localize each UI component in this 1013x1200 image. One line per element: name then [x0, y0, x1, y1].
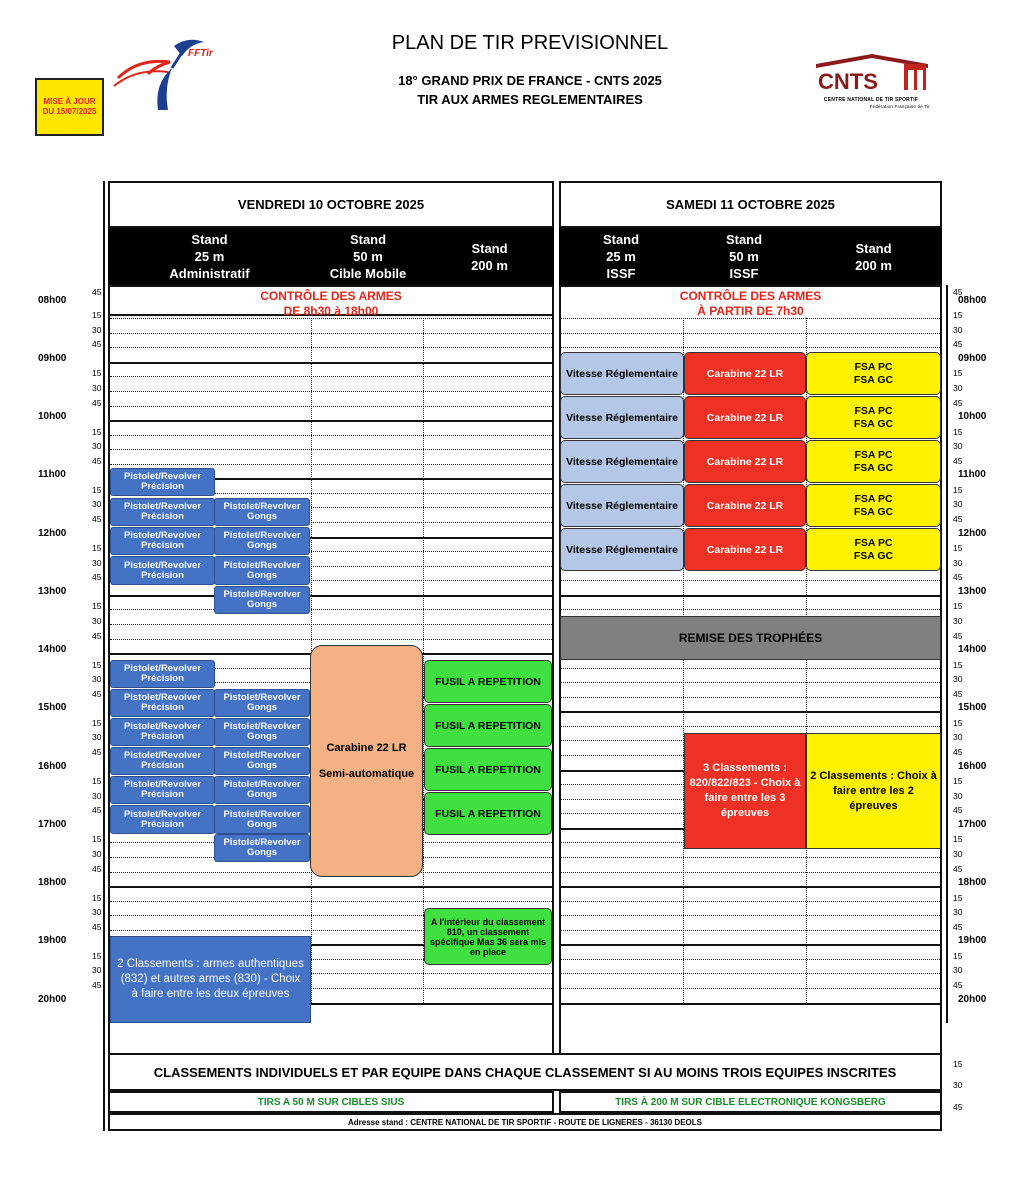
event-remise-trophees: REMISE DES TROPHÉES — [560, 616, 941, 660]
weapons-control-friday — [110, 286, 552, 322]
time-quarter-label: 15 — [953, 543, 963, 554]
time-quarter-label: 45 — [92, 863, 102, 874]
time-quarter-label: 30 — [953, 499, 963, 510]
stand-header-25m-admin: Stand 25 m Administratif — [169, 232, 250, 281]
time-quarter-label: 45 — [92, 805, 102, 816]
grid-line — [561, 711, 940, 713]
time-quarter-label: 15 — [92, 426, 102, 437]
time-quarter-label: 30 — [953, 732, 963, 743]
badge-line-1: MISE À JOUR — [43, 97, 96, 106]
cnts-logo — [812, 52, 930, 108]
time-quarter-label: 15 — [953, 892, 963, 903]
event-pr-gongs: Pistolet/Revolver Gongs — [214, 747, 310, 775]
event-vitesse-reglementaire: Vitesse Réglementaire — [560, 352, 684, 395]
time-quarter-label: 45 — [92, 688, 102, 699]
time-quarter-label: 30 — [953, 848, 963, 859]
grid-line — [561, 872, 940, 873]
time-quarter-label: 30 — [92, 382, 102, 393]
grid-line — [561, 944, 940, 946]
time-hour-label: 17h00 — [38, 818, 67, 830]
page-subtitle-1: 18° GRAND PRIX DE FRANCE - CNTS 2025 — [398, 73, 662, 88]
grid-line — [561, 347, 940, 348]
event-pr-gongs: Pistolet/Revolver Gongs — [214, 498, 310, 526]
event-pr-precision: Pistolet/Revolver Précision — [110, 689, 215, 717]
time-quarter-label: 30 — [92, 848, 102, 859]
event-pr-gongs: Pistolet/Revolver Gongs — [214, 776, 310, 804]
event-vitesse-reglementaire: Vitesse Réglementaire — [560, 484, 684, 527]
time-quarter-label: 15 — [953, 659, 963, 670]
time-quarter-label: 45 — [953, 747, 963, 757]
time-hour-label: 18h00 — [38, 877, 67, 889]
time-quarter-label: 45 — [92, 630, 102, 641]
time-quarter-label: 30 — [953, 965, 963, 976]
cnts-logo-subtitle: CENTRE NATIONAL DE TIR SPORTIF — [823, 97, 919, 103]
time-quarter-label: 30 — [953, 557, 963, 568]
time-quarter-label: 30 — [92, 499, 102, 510]
grid-line — [561, 697, 940, 698]
time-quarter-label: 15 — [953, 950, 963, 961]
grid-line — [110, 420, 552, 422]
time-quarter-label: 45 — [953, 688, 963, 699]
event-pr-precision: Pistolet/Revolver Précision — [110, 498, 215, 526]
time-hour-label: 08h00 — [958, 294, 987, 306]
time-quarter-label: 30 — [92, 674, 102, 685]
grid-line — [110, 595, 552, 597]
time-hour-label: 19h00 — [958, 935, 987, 947]
time-quarter-label: 15 — [953, 310, 963, 321]
grid-line — [110, 901, 552, 902]
weapons-control-saturday-line2: À PARTIR DE 7h30 — [697, 304, 804, 318]
grid-line — [561, 886, 940, 888]
time-hour-label: 12h00 — [958, 527, 987, 539]
time-quarter-label: 45 — [92, 921, 102, 932]
weapons-control-saturday — [561, 286, 940, 322]
time-quarter-label: 15 — [953, 776, 963, 787]
grid-line — [110, 624, 552, 625]
event-carabine-22lr: Carabine 22 LR — [684, 396, 806, 439]
event-vitesse-reglementaire: Vitesse Réglementaire — [560, 528, 684, 571]
time-hour-label: 20h00 — [38, 993, 67, 1005]
event-classements-3: 3 Classements : 820/822/823 - Choix à faire entre les 3 épreuves — [684, 733, 806, 849]
footer-tick: 45 — [953, 1102, 963, 1112]
time-quarter-label: 45 — [92, 980, 102, 990]
time-quarter-label: 15 — [92, 834, 102, 845]
grid-line — [561, 959, 940, 960]
stand-header-50m-issf: Stand 50 m ISSF — [725, 232, 763, 281]
time-quarter-label: 30 — [92, 615, 102, 626]
time-quarter-label: 45 — [953, 339, 963, 350]
event-fsa: FSA PC FSA GC — [806, 396, 941, 439]
time-quarter-label: 45 — [92, 514, 102, 524]
time-quarter-label: 15 — [92, 717, 102, 728]
time-quarter-label: 45 — [92, 397, 102, 408]
time-quarter-label: 45 — [953, 863, 963, 874]
stands-header-friday — [108, 228, 554, 285]
event-pr-gongs: Pistolet/Revolver Gongs — [214, 586, 310, 614]
time-quarter-label: 45 — [92, 287, 102, 297]
event-pr-gongs: Pistolet/Revolver Gongs — [214, 689, 310, 717]
grid-line — [110, 639, 552, 640]
event-pr-precision: Pistolet/Revolver Précision — [110, 805, 215, 834]
footer-address: Adresse stand : CENTRE NATIONAL DE TIR SPORTIF - ROUTE DE LIGNERES - 36130 DEOLS — [108, 1113, 942, 1131]
time-quarter-label: 15 — [92, 601, 102, 612]
time-quarter-label: 45 — [953, 572, 963, 583]
event-carabine-22lr: Carabine 22 LR — [684, 528, 806, 571]
event-fusil-note-mas36: A l'intérieur du classement 810, un classement spécifique Mas 36 sera mis en place — [424, 908, 552, 965]
cnts-logo-text: CNTS — [818, 69, 878, 94]
event-pr-gongs: Pistolet/Revolver Gongs — [214, 805, 310, 834]
time-quarter-label: 15 — [953, 484, 963, 495]
stand-header-200m-sat: Stand 200 m — [855, 240, 892, 273]
time-quarter-label: 15 — [92, 310, 102, 321]
footer-tirs-50m: TIRS A 50 M SUR CIBLES SIUS — [108, 1091, 554, 1113]
event-pr-precision: Pistolet/Revolver Précision — [110, 660, 215, 688]
event-pr-gongs: Pistolet/Revolver Gongs — [214, 718, 310, 746]
grid-line — [561, 973, 940, 974]
update-badge — [35, 78, 104, 136]
time-quarter-label: 15 — [953, 601, 963, 612]
time-quarter-label: 15 — [92, 950, 102, 961]
event-classements-2: 2 Classements : Choix à faire entre les 2 épreuves — [806, 733, 941, 849]
column-divider — [423, 318, 424, 1002]
event-carabine-22lr: Carabine 22 LR — [684, 484, 806, 527]
time-quarter-label: 45 — [953, 287, 963, 297]
time-hour-label: 10h00 — [958, 411, 987, 423]
time-quarter-label: 15 — [92, 368, 102, 379]
event-fusil-repetition: FUSIL A REPETITION — [424, 660, 552, 703]
fftir-logo-text: FFTir — [188, 48, 213, 59]
time-hour-label: 16h00 — [38, 760, 67, 772]
grid-line — [561, 901, 940, 902]
time-quarter-label: 30 — [953, 382, 963, 393]
grid-line — [561, 915, 940, 916]
time-quarter-label: 15 — [953, 368, 963, 379]
footer-classements: CLASSEMENTS INDIVIDUELS ET PAR EQUIPE DANS CHAQUE CLASSEMENT SI AU MOINS TROIS EQUIPES INSCRITES — [108, 1053, 942, 1091]
time-quarter-label: 45 — [953, 980, 963, 990]
grid-line — [110, 406, 552, 407]
time-quarter-label: 45 — [953, 455, 963, 466]
grid-line — [561, 595, 940, 597]
footer-tick: 15 — [953, 1059, 963, 1069]
event-vitesse-reglementaire: Vitesse Réglementaire — [560, 396, 684, 439]
event-pr-precision: Pistolet/Revolver Précision — [110, 718, 215, 746]
time-hour-label: 12h00 — [38, 527, 67, 539]
time-hour-label: 16h00 — [958, 760, 987, 772]
event-pr-precision: Pistolet/Revolver Précision — [110, 556, 215, 585]
time-hour-label: 14h00 — [958, 644, 987, 656]
time-quarter-label: 15 — [953, 717, 963, 728]
time-quarter-label: 30 — [92, 732, 102, 743]
day-header-friday: VENDREDI 10 OCTOBRE 2025 — [108, 181, 554, 228]
cnts-logo-subtitle-2: Fédération Française de Tir — [869, 104, 930, 109]
time-quarter-label: 30 — [92, 441, 102, 452]
time-quarter-label: 15 — [92, 776, 102, 787]
time-quarter-label: 45 — [92, 455, 102, 466]
time-hour-label: 11h00 — [38, 469, 66, 481]
page-title: PLAN DE TIR PREVISIONNEL — [391, 32, 669, 54]
grid-line — [110, 435, 552, 436]
stand-header-200m-fri: Stand 200 m — [471, 240, 508, 273]
grid-line — [110, 347, 552, 348]
time-quarter-label: 45 — [953, 921, 963, 932]
event-fsa: FSA PC FSA GC — [806, 484, 941, 527]
grid-line — [110, 362, 552, 364]
time-quarter-label: 30 — [953, 441, 963, 452]
stands-header-saturday — [559, 228, 942, 285]
grid-line — [110, 333, 552, 334]
stand-header-25m-issf: Stand 25 m ISSF — [602, 232, 640, 281]
grid-line — [561, 726, 940, 727]
time-quarter-label: 30 — [92, 324, 102, 335]
time-hour-label: 18h00 — [958, 877, 987, 889]
grid-line — [561, 333, 940, 334]
time-hour-label: 13h00 — [958, 585, 987, 597]
event-classements-vendredi: 2 Classements : armes authentiques (832) et autres armes (830) - Choix à faire entre les deux épreuves — [110, 936, 311, 1023]
weapons-control-friday-line2: DE 8h30 à 18h00 — [283, 304, 379, 318]
grid-line — [561, 988, 940, 989]
grid-line — [561, 668, 940, 669]
time-hour-label: 09h00 — [38, 352, 67, 364]
time-quarter-label: 30 — [953, 907, 963, 918]
fftir-logo — [108, 34, 226, 119]
time-quarter-label: 30 — [92, 907, 102, 918]
time-hour-label: 15h00 — [958, 702, 987, 714]
grid-line — [561, 857, 940, 858]
event-pr-gongs: Pistolet/Revolver Gongs — [214, 556, 310, 585]
time-quarter-label: 15 — [92, 892, 102, 903]
weapons-control-saturday-line1: CONTRÔLE DES ARMES — [679, 289, 822, 303]
page-subtitle-2: TIR AUX ARMES REGLEMENTAIRES — [417, 92, 643, 107]
weapons-control-friday-line1: CONTRÔLE DES ARMES — [260, 289, 402, 303]
footer-tick: 30 — [953, 1080, 963, 1090]
time-quarter-label: 45 — [953, 397, 963, 408]
time-quarter-label: 45 — [92, 747, 102, 757]
time-quarter-label: 45 — [953, 514, 963, 524]
event-fsa: FSA PC FSA GC — [806, 528, 941, 571]
footer-tirs-200m: TIRS À 200 M SUR CIBLE ELECTRONIQUE KONGSBERG — [559, 1091, 942, 1113]
time-quarter-label: 15 — [953, 426, 963, 437]
time-quarter-label: 15 — [953, 834, 963, 845]
event-fsa: FSA PC FSA GC — [806, 440, 941, 483]
grid-line — [110, 391, 552, 392]
grid-line — [110, 449, 552, 450]
event-pr-precision: Pistolet/Revolver Précision — [110, 747, 215, 775]
time-quarter-label: 45 — [953, 805, 963, 816]
event-carabine-22lr: Carabine 22 LR — [684, 352, 806, 395]
time-quarter-label: 45 — [92, 572, 102, 583]
event-pr-gongs: Pistolet/Revolver Gongs — [214, 834, 310, 862]
time-hour-label: 20h00 — [958, 993, 987, 1005]
time-quarter-label: 45 — [953, 630, 963, 641]
time-hour-label: 14h00 — [38, 644, 67, 656]
event-carabine-semi-auto: Carabine 22 LR Semi-automatique — [310, 645, 423, 877]
grid-line — [110, 464, 552, 465]
event-fusil-repetition: FUSIL A REPETITION — [424, 792, 552, 835]
event-fusil-repetition: FUSIL A REPETITION — [424, 704, 552, 747]
time-quarter-label: 30 — [92, 965, 102, 976]
event-fusil-repetition: FUSIL A REPETITION — [424, 748, 552, 791]
time-quarter-label: 15 — [92, 659, 102, 670]
event-pr-precision: Pistolet/Revolver Précision — [110, 468, 215, 496]
time-quarter-label: 30 — [953, 324, 963, 335]
event-fsa: FSA PC FSA GC — [806, 352, 941, 395]
time-quarter-label: 15 — [92, 543, 102, 554]
grid-border — [552, 181, 554, 1053]
grid-line — [561, 609, 940, 610]
time-quarter-label: 45 — [92, 339, 102, 350]
time-hour-label: 10h00 — [38, 411, 67, 423]
time-quarter-label: 30 — [953, 790, 963, 801]
grid-line — [110, 609, 552, 610]
time-quarter-label: 30 — [92, 790, 102, 801]
time-hour-label: 11h00 — [958, 469, 986, 481]
grid-line — [561, 682, 940, 683]
stand-header-50m-mobile: Stand 50 m Cible Mobile — [329, 232, 407, 281]
grid-line — [561, 930, 940, 931]
grid-line — [110, 886, 552, 888]
grid-line — [561, 580, 940, 581]
time-hour-label: 17h00 — [958, 818, 987, 830]
time-hour-label: 08h00 — [38, 294, 67, 306]
time-quarter-label: 15 — [92, 484, 102, 495]
time-quarter-label: 30 — [92, 557, 102, 568]
event-pr-precision: Pistolet/Revolver Précision — [110, 776, 215, 804]
grid-line — [559, 1003, 942, 1005]
event-carabine-22lr: Carabine 22 LR — [684, 440, 806, 483]
day-header-saturday: SAMEDI 11 OCTOBRE 2025 — [559, 181, 942, 228]
time-quarter-label: 30 — [953, 615, 963, 626]
time-hour-label: 19h00 — [38, 935, 67, 947]
time-hour-label: 13h00 — [38, 585, 67, 597]
time-hour-label: 09h00 — [958, 352, 987, 364]
event-pr-precision: Pistolet/Revolver Précision — [110, 527, 215, 555]
event-vitesse-reglementaire: Vitesse Réglementaire — [560, 440, 684, 483]
grid-line — [110, 376, 552, 377]
time-hour-label: 15h00 — [38, 702, 67, 714]
time-quarter-label: 30 — [953, 674, 963, 685]
badge-line-2: DU 15/07/2025 — [42, 107, 97, 116]
grid-border — [946, 285, 948, 1023]
event-pr-gongs: Pistolet/Revolver Gongs — [214, 527, 310, 555]
